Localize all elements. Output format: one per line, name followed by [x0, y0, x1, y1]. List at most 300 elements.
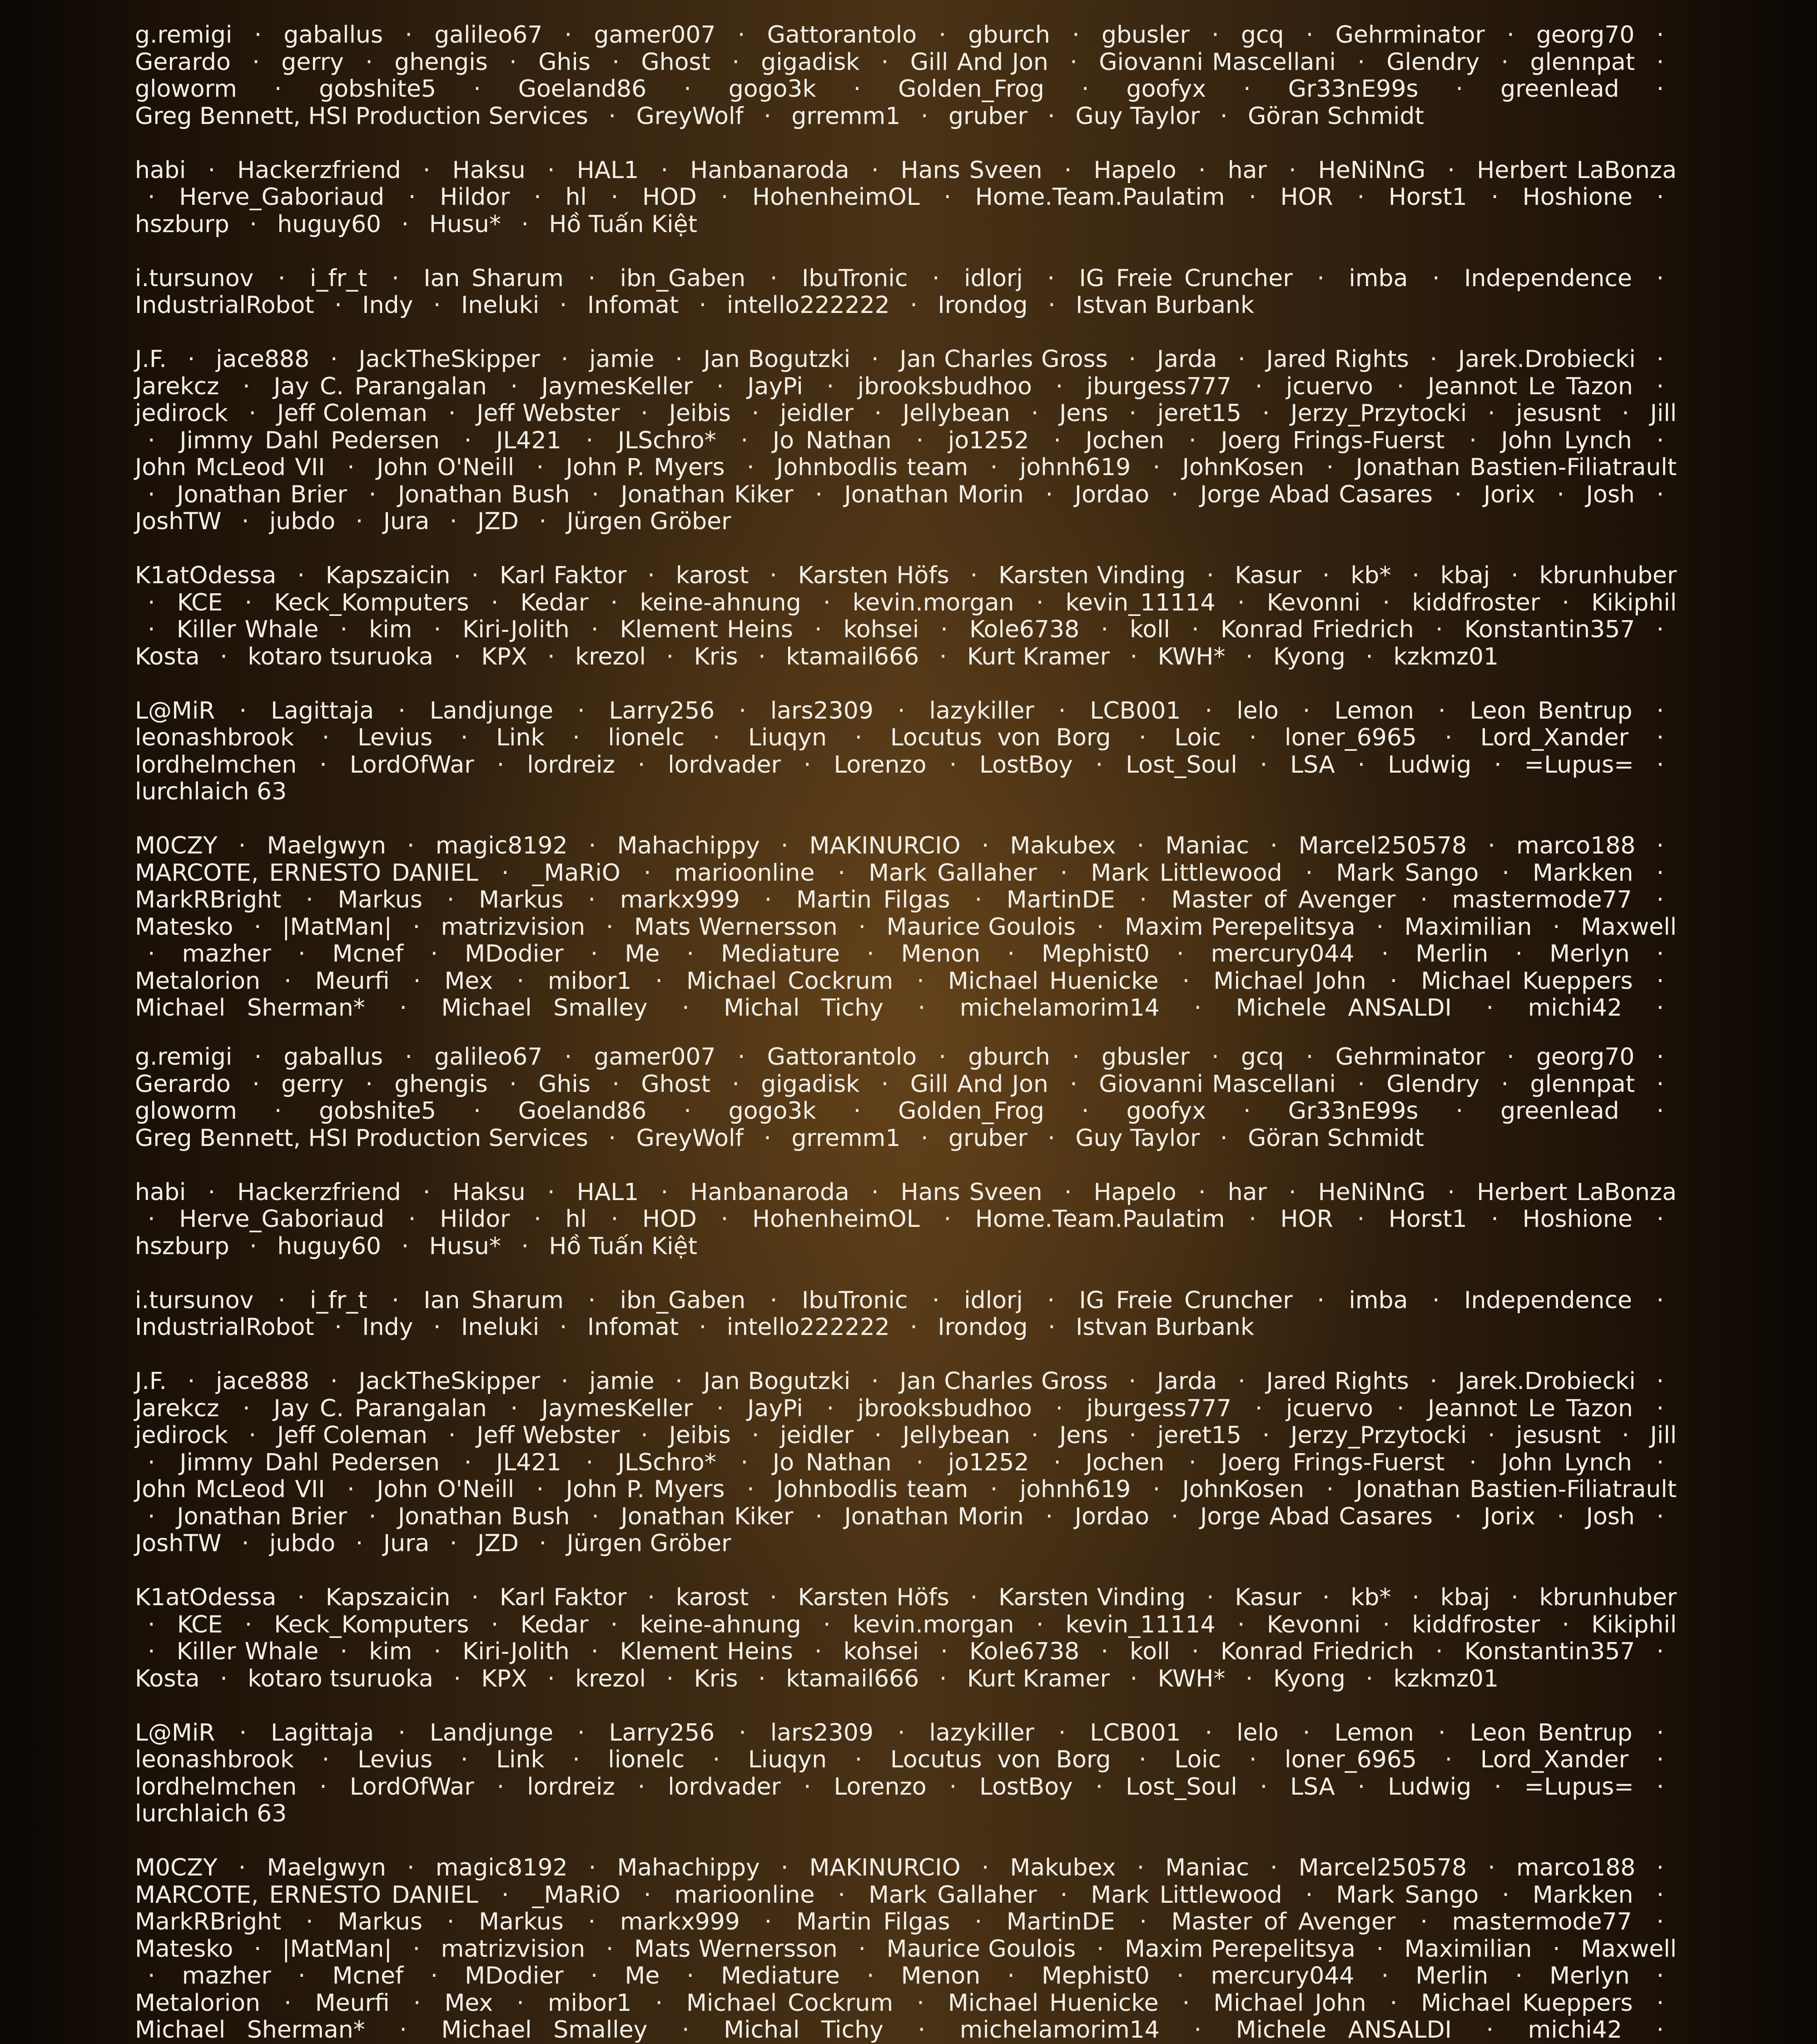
contributor-name: Karl Faktor: [499, 1584, 627, 1611]
separator-dot: ·: [769, 1584, 777, 1611]
contributor-name: Independence: [1464, 1286, 1632, 1314]
separator-dot: ·: [1096, 913, 1104, 941]
separator-dot: ·: [871, 1178, 879, 1206]
separator-dot: ·: [368, 1503, 377, 1530]
separator-dot: ·: [1243, 75, 1251, 103]
contributor-name: Kyong: [1273, 643, 1345, 670]
contributor-name: JohnKosen: [1182, 454, 1305, 481]
separator-dot: ·: [460, 724, 468, 751]
separator-dot: ·: [422, 1178, 431, 1206]
separator-dot: ·: [874, 400, 882, 427]
separator-dot: ·: [1255, 1394, 1263, 1422]
contributor-name: kotaro tsuruoka: [248, 1665, 433, 1692]
separator-dot: ·: [666, 1665, 674, 1692]
separator-dot: ·: [1494, 751, 1502, 779]
contributor-name: Irondog: [938, 1314, 1028, 1341]
separator-dot: ·: [355, 1530, 363, 1557]
separator-dot: ·: [769, 562, 777, 589]
contributor-name: mibor1: [547, 1989, 632, 2017]
contributor-name: Kosta: [135, 1665, 200, 1692]
contributor-name: kohsei: [843, 616, 919, 643]
separator-dot: ·: [1656, 994, 1664, 1022]
separator-dot: ·: [334, 292, 342, 319]
separator-dot: ·: [1306, 21, 1314, 49]
separator-dot: ·: [1171, 1503, 1179, 1530]
contributor-name: Menon: [901, 1962, 981, 1989]
contributor-name: Master of Avenger: [1171, 886, 1396, 913]
contributor-name: g.remigi: [135, 1043, 233, 1071]
contributor-name: johnh619: [1019, 1476, 1131, 1503]
separator-dot: ·: [949, 1773, 957, 1801]
contributor-name: kevin.morgan: [852, 589, 1014, 616]
separator-dot: ·: [675, 346, 683, 373]
separator-dot: ·: [408, 184, 416, 211]
contributor-name: Hans Sveen: [900, 1178, 1043, 1206]
separator-dot: ·: [588, 264, 596, 292]
contributor-name: Kole6738: [969, 1638, 1080, 1665]
contributor-name: lionelc: [608, 724, 685, 751]
separator-dot: ·: [854, 724, 863, 751]
contributor-name: Maniac: [1165, 1854, 1249, 1881]
contributor-name: J.F.: [135, 346, 167, 373]
contributor-name: GreyWolf: [636, 1124, 744, 1152]
separator-dot: ·: [591, 616, 599, 643]
credits-group: [135, 157, 1677, 238]
contributor-name: Hồ Tuấn Kiệt: [549, 210, 697, 238]
separator-dot: ·: [1622, 1422, 1629, 1449]
contributor-name: Karsten Höfs: [798, 1584, 949, 1611]
contributor-name: Jonathan Bastien-Filiatrault: [1355, 454, 1677, 481]
separator-dot: ·: [1045, 481, 1053, 508]
separator-dot: ·: [1101, 1638, 1108, 1665]
contributor-name: HAL1: [576, 156, 639, 184]
separator-dot: ·: [1469, 427, 1477, 454]
contributor-name: gbusler: [1101, 21, 1190, 49]
separator-dot: ·: [243, 372, 250, 400]
separator-dot: ·: [1238, 346, 1246, 373]
contributor-name: MarkRBright: [135, 1908, 282, 1935]
contributor-name: Jay C. Parangalan: [273, 1394, 487, 1422]
contributor-name: jeret15: [1157, 400, 1241, 427]
contributor-name: Glendry: [1386, 1070, 1480, 1098]
separator-dot: ·: [939, 1665, 947, 1692]
separator-dot: ·: [501, 1881, 509, 1909]
separator-dot: ·: [1176, 940, 1184, 967]
separator-dot: ·: [1507, 1043, 1514, 1071]
separator-dot: ·: [1656, 1962, 1664, 1989]
contributor-name: Michael Smalley: [441, 994, 648, 1022]
separator-dot: ·: [413, 1989, 421, 2017]
contributor-name: Jill: [1650, 400, 1677, 427]
contributor-name: i_fr_t: [310, 264, 367, 292]
separator-dot: ·: [284, 1989, 292, 2017]
separator-dot: ·: [1656, 1043, 1664, 1071]
credits-panel-bottom[interactable]: [0, 1022, 1817, 2044]
separator-dot: ·: [1656, 886, 1664, 913]
separator-dot: ·: [559, 1314, 567, 1341]
contributor-name: Levius: [357, 1746, 433, 1773]
separator-dot: ·: [1317, 1286, 1325, 1314]
separator-dot: ·: [577, 697, 585, 724]
separator-dot: ·: [148, 1638, 155, 1665]
separator-dot: ·: [1656, 1286, 1664, 1314]
contributor-name: gigadisk: [761, 48, 860, 76]
separator-dot: ·: [1357, 751, 1365, 779]
contributor-name: i.tursunov: [135, 1286, 254, 1314]
contributor-name: Mark Littlewood: [1091, 859, 1282, 887]
contributor-name: hl: [565, 184, 587, 211]
separator-dot: ·: [838, 859, 845, 887]
credits-group: [135, 346, 1677, 536]
separator-dot: ·: [1432, 1286, 1440, 1314]
separator-dot: ·: [241, 508, 249, 535]
contributor-name: Lord_Xander: [1480, 724, 1628, 751]
contributor-name: Karsten Vinding: [998, 562, 1186, 589]
separator-dot: ·: [588, 886, 596, 913]
contributor-name: Mark Littlewood: [1091, 1881, 1282, 1909]
separator-dot: ·: [322, 1746, 330, 1773]
separator-dot: ·: [1412, 562, 1420, 589]
contributor-name: lars2309: [770, 1719, 874, 1746]
contributor-name: Liuqyn: [748, 1746, 827, 1773]
contributor-name: kevin_11114: [1065, 589, 1216, 616]
separator-dot: ·: [433, 292, 441, 319]
separator-dot: ·: [521, 1232, 529, 1260]
separator-dot: ·: [1445, 1746, 1453, 1773]
credits-group: [135, 833, 1677, 1022]
contributor-name: mercury044: [1211, 1962, 1355, 1989]
separator-dot: ·: [1488, 832, 1495, 859]
separator-dot: ·: [1302, 1719, 1311, 1746]
contributor-name: huguy60: [277, 1232, 382, 1260]
contributor-name: Jura: [383, 508, 430, 535]
contributor-name: kbrunhuber: [1539, 1584, 1677, 1611]
contributor-name: glennpat: [1530, 48, 1635, 76]
contributor-name: lelo: [1236, 697, 1279, 724]
separator-dot: ·: [1096, 1935, 1104, 1963]
separator-dot: ·: [1656, 1989, 1664, 2017]
separator-dot: ·: [422, 156, 431, 184]
separator-dot: ·: [990, 1476, 998, 1503]
contributor-name: marioonline: [674, 859, 815, 887]
contributor-name: HeNiNnG: [1318, 1178, 1426, 1206]
contributor-name: gamer007: [594, 1043, 716, 1071]
contributor-name: Greg Bennett, HSI Production Services: [135, 1124, 588, 1152]
contributor-name: JoshTW: [135, 508, 222, 535]
separator-dot: ·: [254, 21, 262, 49]
contributor-name: Michael Kueppers: [1421, 1989, 1633, 2017]
contributor-name: Gr33nE99s: [1288, 1097, 1419, 1125]
separator-dot: ·: [1306, 1043, 1314, 1071]
separator-dot: ·: [274, 1097, 282, 1125]
credits-group: [135, 698, 1677, 806]
separator-dot: ·: [939, 643, 947, 670]
contributor-name: MartinDE: [1006, 886, 1115, 913]
separator-dot: ·: [1031, 400, 1039, 427]
contributor-name: Herve_Gaboriaud: [179, 1206, 385, 1233]
contributor-name: Jeff Coleman: [277, 1422, 427, 1449]
separator-dot: ·: [746, 1476, 755, 1503]
separator-dot: ·: [682, 994, 690, 1022]
separator-dot: ·: [938, 21, 946, 49]
contributor-name: Goeland86: [518, 1097, 647, 1125]
separator-dot: ·: [660, 156, 669, 184]
separator-dot: ·: [1396, 1394, 1405, 1422]
separator-dot: ·: [1262, 400, 1270, 427]
separator-dot: ·: [588, 1854, 596, 1881]
separator-dot: ·: [943, 184, 952, 211]
contributor-name: Matesko: [135, 913, 233, 941]
separator-dot: ·: [640, 1422, 648, 1449]
contributor-name: Lagittaja: [270, 697, 374, 724]
contributor-name: Liuqyn: [748, 724, 827, 751]
separator-dot: ·: [1622, 400, 1629, 427]
contributor-name: Kevonni: [1266, 589, 1361, 616]
contributor-name: Jeannot Le Tazon: [1427, 1394, 1633, 1422]
contributor-name: jamie: [589, 346, 655, 373]
separator-dot: ·: [1007, 940, 1015, 967]
contributor-name: intello222222: [726, 292, 890, 319]
contributor-name: L@MiR: [135, 1719, 215, 1746]
separator-dot: ·: [220, 643, 228, 670]
contributor-name: Jonathan Brier: [177, 481, 347, 508]
separator-dot: ·: [1432, 264, 1440, 292]
separator-dot: ·: [1130, 643, 1138, 670]
separator-dot: ·: [640, 400, 648, 427]
contributor-name: IndustrialRobot: [135, 1314, 314, 1341]
separator-dot: ·: [1357, 1206, 1365, 1233]
separator-dot: ·: [1435, 1638, 1443, 1665]
separator-dot: ·: [496, 1773, 505, 1801]
separator-dot: ·: [764, 1124, 771, 1152]
contributor-name: matrizvision: [441, 913, 586, 941]
contributor-name: greenlead: [1500, 1097, 1619, 1125]
contributor-name: Loic: [1174, 1746, 1221, 1773]
separator-dot: ·: [764, 886, 772, 913]
contributor-name: Hapelo: [1093, 1178, 1177, 1206]
separator-dot: ·: [187, 346, 195, 373]
contributor-name: markx999: [620, 886, 740, 913]
separator-dot: ·: [430, 940, 438, 967]
contributor-name: Horst1: [1388, 184, 1467, 211]
contributor-name: Jan Charles Gross: [899, 1368, 1108, 1395]
separator-dot: ·: [249, 1232, 257, 1260]
contributor-name: gcq: [1241, 1043, 1284, 1071]
separator-dot: ·: [1376, 913, 1384, 941]
contributor-name: Jordao: [1074, 481, 1150, 508]
contributor-name: Michal Tichy: [724, 2016, 884, 2044]
separator-dot: ·: [803, 751, 811, 779]
separator-dot: ·: [1656, 1773, 1664, 1801]
separator-dot: ·: [559, 292, 567, 319]
separator-dot: ·: [1420, 886, 1428, 913]
separator-dot: ·: [274, 75, 282, 103]
contributor-name: LSA: [1290, 751, 1335, 779]
separator-dot: ·: [586, 1449, 594, 1476]
contributor-name: Larry256: [609, 697, 715, 724]
contributor-name: jeidler: [780, 400, 854, 427]
contributor-name: mastermode77: [1452, 886, 1632, 913]
separator-dot: ·: [365, 1070, 373, 1098]
separator-dot: ·: [684, 75, 691, 103]
separator-dot: ·: [1238, 1368, 1246, 1395]
contributor-name: Mex: [444, 1989, 493, 2017]
contributor-name: Ghis: [538, 48, 591, 76]
separator-dot: ·: [1438, 1719, 1446, 1746]
separator-dot: ·: [932, 1286, 940, 1314]
separator-dot: ·: [412, 913, 421, 941]
separator-dot: ·: [858, 913, 866, 941]
separator-dot: ·: [1447, 156, 1455, 184]
separator-dot: ·: [610, 589, 618, 616]
contributor-name: Gill And Jon: [910, 1070, 1048, 1098]
contributor-name: LordOfWar: [349, 751, 474, 779]
separator-dot: ·: [1137, 832, 1145, 859]
separator-dot: ·: [716, 372, 724, 400]
contributor-name: LCB001: [1090, 697, 1181, 724]
contributor-name: lelo: [1236, 1719, 1279, 1746]
contributor-name: kotaro tsuruoka: [248, 643, 433, 670]
separator-dot: ·: [737, 21, 745, 49]
separator-dot: ·: [547, 1178, 555, 1206]
separator-dot: ·: [751, 400, 760, 427]
contributor-name: Mahachippy: [617, 832, 760, 859]
contributor-name: lurchlaich 63: [135, 778, 287, 805]
contributor-name: L@MiR: [135, 697, 215, 724]
contributor-name: Menon: [901, 940, 981, 967]
separator-dot: ·: [586, 427, 594, 454]
separator-dot: ·: [491, 1611, 499, 1638]
separator-dot: ·: [1270, 832, 1278, 859]
separator-dot: ·: [399, 2016, 407, 2044]
separator-dot: ·: [1656, 1449, 1664, 1476]
contributor-name: Jorge Abad Casares: [1200, 481, 1433, 508]
contributor-name: Gill And Jon: [910, 48, 1048, 76]
separator-dot: ·: [1515, 1962, 1523, 1989]
separator-dot: ·: [1656, 751, 1664, 779]
separator-dot: ·: [1656, 1368, 1664, 1395]
contributor-name: gigadisk: [761, 1070, 860, 1098]
contributor-name: Mephist0: [1041, 1962, 1150, 1989]
separator-dot: ·: [1430, 1368, 1438, 1395]
contributor-name: gerry: [281, 48, 344, 76]
contributor-name: hl: [565, 1206, 587, 1233]
separator-dot: ·: [1048, 1124, 1055, 1152]
contributor-name: JaymesKeller: [541, 372, 693, 400]
separator-dot: ·: [1491, 184, 1499, 211]
contributor-name: Keck_Komputers: [274, 1611, 469, 1638]
separator-dot: ·: [1048, 102, 1055, 130]
separator-dot: ·: [322, 724, 330, 751]
contributor-name: Kedar: [520, 1611, 589, 1638]
contributor-name: Metalorion: [135, 1989, 260, 2017]
separator-dot: ·: [319, 751, 327, 779]
contributor-name: John McLeod VII: [135, 454, 325, 481]
separator-dot: ·: [239, 697, 247, 724]
contributor-name: idlorj: [964, 1286, 1023, 1314]
contributor-name: Mcnef: [332, 940, 404, 967]
separator-dot: ·: [815, 481, 823, 508]
separator-dot: ·: [539, 508, 547, 535]
contributor-name: Karl Faktor: [499, 562, 627, 589]
separator-dot: ·: [241, 1530, 249, 1557]
contributor-name: Maelgwyn: [267, 832, 386, 859]
separator-dot: ·: [1317, 264, 1325, 292]
contributor-name: michi42: [1528, 994, 1622, 1022]
separator-dot: ·: [1656, 21, 1664, 49]
contributor-name: M0CZY: [135, 1854, 218, 1881]
separator-dot: ·: [401, 1232, 409, 1260]
separator-dot: ·: [606, 1935, 614, 1963]
separator-dot: ·: [1656, 832, 1664, 859]
contributor-name: Konstantin357: [1464, 616, 1635, 643]
contributor-name: Michael Smalley: [441, 2016, 648, 2044]
separator-dot: ·: [1047, 264, 1055, 292]
contributor-name: Michele ANSALDI: [1236, 994, 1452, 1022]
contributor-name: Link: [496, 1746, 545, 1773]
contributor-name: Ghis: [538, 1070, 591, 1098]
contributor-name: Istvan Burbank: [1076, 292, 1255, 319]
separator-dot: ·: [1101, 616, 1108, 643]
contributor-name: ibn_Gaben: [620, 264, 746, 292]
separator-dot: ·: [1365, 1665, 1373, 1692]
contributor-name: jesusnt: [1516, 1422, 1601, 1449]
contributor-name: marco188: [1516, 1854, 1636, 1881]
separator-dot: ·: [148, 940, 155, 967]
contributor-name: markx999: [620, 1908, 740, 1935]
contributor-name: marco188: [1516, 832, 1636, 859]
separator-dot: ·: [591, 1638, 599, 1665]
contributor-name: JohnKosen: [1182, 1476, 1305, 1503]
separator-dot: ·: [347, 1476, 355, 1503]
separator-dot: ·: [1438, 697, 1446, 724]
contributor-name: Hildor: [440, 1206, 510, 1233]
separator-dot: ·: [1455, 1097, 1464, 1125]
separator-dot: ·: [823, 1611, 831, 1638]
separator-dot: ·: [1376, 1935, 1384, 1963]
contributor-name: JL421: [496, 1449, 561, 1476]
contributor-name: Husu*: [429, 210, 501, 238]
contributor-name: jeidler: [780, 1422, 854, 1449]
contributor-name: goofyx: [1126, 75, 1206, 103]
contributor-name: gaballus: [283, 21, 383, 49]
contributor-name: Lorenzo: [834, 1773, 927, 1801]
separator-dot: ·: [1262, 1422, 1270, 1449]
contributor-name: jace888: [216, 1368, 310, 1395]
separator-dot: ·: [739, 697, 746, 724]
separator-dot: ·: [1205, 697, 1213, 724]
contributor-name: kevin_11114: [1065, 1611, 1216, 1638]
separator-dot: ·: [447, 886, 455, 913]
separator-dot: ·: [655, 967, 663, 995]
contributor-name: jburgess777: [1086, 1394, 1232, 1422]
separator-dot: ·: [1249, 1206, 1256, 1233]
contributor-name: Kasur: [1235, 1584, 1301, 1611]
separator-dot: ·: [588, 832, 596, 859]
contributor-name: LostBoy: [979, 1773, 1073, 1801]
separator-dot: ·: [1382, 1611, 1390, 1638]
contributor-name: habi: [135, 156, 186, 184]
separator-dot: ·: [1072, 1043, 1080, 1071]
contributor-name: Master of Avenger: [1171, 1908, 1396, 1935]
separator-dot: ·: [501, 859, 509, 887]
separator-dot: ·: [148, 1611, 155, 1638]
separator-dot: ·: [981, 832, 989, 859]
separator-dot: ·: [1326, 1476, 1334, 1503]
contributor-name: Herbert LaBonza: [1477, 156, 1677, 184]
separator-dot: ·: [278, 264, 286, 292]
contributor-name: lordvader: [668, 1773, 781, 1801]
